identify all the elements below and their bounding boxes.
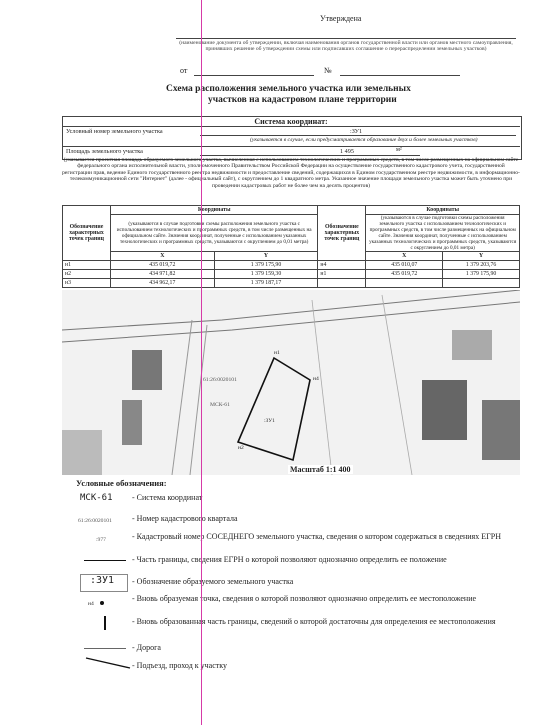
approved-label: Утверждена	[320, 14, 362, 23]
left-point-2: н3	[63, 279, 111, 288]
x-header-right: X	[366, 252, 443, 261]
left-y-1: 1 379 159,30	[214, 270, 318, 279]
right-y-1: 1 379 175,90	[443, 270, 520, 279]
coords-note-right: (указываются в случае подготовки схемы расположения земельного участка с использованием технологических и программных средств, в том числе размещенных на официальном сайте. Значения координат, полученные с использованием указанных технологических и программных средств, указываются с округлением до 0,01 метра)	[366, 215, 520, 252]
legend-text-6: - Вновь образованная часть границы, сведений о которой достаточны для определения ее местоположения	[132, 617, 496, 626]
table-row	[63, 261, 520, 270]
y-header-left: Y	[214, 252, 318, 261]
area-unit: м²	[396, 146, 402, 153]
point-col-right: Обозначение характерных точек границ	[318, 206, 366, 261]
map-msk-label: МСК-61	[210, 402, 230, 408]
right-point-0: н4	[318, 261, 366, 270]
map-parcel-label: :ЗУ1	[264, 418, 275, 424]
left-point-0: н1	[63, 261, 111, 270]
x-header-left: X	[110, 252, 214, 261]
legend-text-2: - Кадастровый номер СОСЕДНЕГО земельного участка, сведения о котором содержаться в сведениях ЕГРН	[132, 532, 501, 541]
legend-text-7: - Дорога	[132, 643, 161, 652]
legend-sym-access	[84, 655, 134, 671]
table-row	[63, 270, 520, 279]
left-y-0: 1 379 175,90	[214, 261, 318, 270]
coords-table	[62, 205, 520, 288]
title-line-1: Схема расположения земельного участка или земельных	[166, 84, 411, 94]
map-drawing	[62, 290, 520, 475]
left-x-2: 434 962,17	[110, 279, 214, 288]
legend-text-8: - Подъезд, проход к участку	[132, 661, 228, 670]
parcel-note: (указывается в случае, если предусматривается образование двух и более земельных участков)	[250, 137, 478, 143]
left-y-2: 1 379 187,17	[214, 279, 318, 288]
map-point-n4: н4	[313, 376, 319, 382]
legend-sym-road	[84, 648, 126, 649]
point-col-left: Обозначение характерных точек границ	[63, 206, 111, 261]
legend-sym-msk: МСК-61	[80, 493, 113, 503]
coords-header-left: Координаты	[110, 206, 317, 215]
legend-sym-existing-boundary	[84, 560, 126, 561]
system-separator	[62, 126, 520, 127]
margin-guideline	[201, 0, 202, 725]
legend-text-5: - Вновь образуемая точка, сведения о которой позволяют однозначно определить ее местоположение	[132, 594, 477, 603]
coords-note-left: (указываются в случае подготовки схемы расположения земельного участка с использованием технологических и программных средств, в том числе размещенных на официальном сайте. Значения координат, полученные с использованием указанных технологических и программных средств, указываются с округлением до 0,01 метра)	[110, 215, 317, 252]
legend-sym-new-boundary	[104, 616, 106, 630]
approval-doc-line	[176, 38, 516, 39]
legend-text-1: - Номер кадастрового квартала	[132, 514, 238, 523]
y-header-right: Y	[443, 252, 520, 261]
cadastral-map	[62, 290, 520, 475]
parcel-label: Условный номер земельного участка	[66, 128, 163, 135]
left-x-0: 435 019,72	[110, 261, 214, 270]
area-label: Площадь земельного участка	[66, 148, 143, 155]
legend-sym-new-point: н4	[88, 601, 94, 607]
area-line	[200, 155, 420, 156]
approval-doc-note: (наименование документа об утверждении, включая наименования органов государственной власти или органов местного самоуправления, принявших решение об утверждении схемы или подписавших соглашение о перераспределении земельных участков)	[179, 40, 513, 53]
left-point-1: н2	[63, 270, 111, 279]
number-line	[340, 75, 460, 76]
map-quarter-label: 61:26:0020101	[203, 377, 237, 383]
legend-sym-parcel: :ЗУ1	[90, 575, 115, 586]
date-line	[194, 75, 314, 76]
parcel-line	[200, 135, 516, 136]
right-x-1: 435 019,72	[366, 270, 443, 279]
legend-point-dot	[100, 601, 104, 605]
legend-text-4: - Обозначение образуемого земельного участка	[132, 577, 294, 586]
area-value: 1 495	[340, 148, 354, 155]
parcel-value: :ЗУ1	[350, 128, 363, 135]
legend-text-0: - Система координат	[132, 493, 203, 502]
left-x-1: 434 971,82	[110, 270, 214, 279]
right-y-0: 1 379 203,76	[443, 261, 520, 270]
map-point-n2: н2	[238, 445, 244, 451]
map-point-n1: н1	[274, 350, 280, 356]
legend-sym-quarter: 61:26:0020101	[78, 518, 112, 524]
legend-text-3: - Часть границы, сведения ЕГРН о которой позволяют однозначно определить ее положение	[132, 555, 447, 564]
number-label: №	[324, 66, 332, 75]
legend-title: Условные обозначения:	[76, 478, 167, 488]
area-note: (указывается проектная площадь образуемого земельного участка, вычисленная с использованием технологических и программных средств, в том числе размещенных на официальном сайте федерального органа исполнительной власти, уполномоченного Правительством Российской Федерации на осуществление государственного кадастрового учета, государственной регистрации прав, ведение Единого государственного реестра недвижимости и предоставление сведений, содержащихся в Едином государственном реестре недвижимости, в информационно-телекоммуникационной сети "Интернет" (далее - официальный сайт), с округлением до 1 квадратного метра. Указанное значение площади земельного участка может быть уточнено при проведении кадастровых работ не более чем на десять процентов)	[62, 157, 520, 189]
right-point-1: н1	[318, 270, 366, 279]
title-line-2: участков на кадастровом плане территории	[208, 95, 397, 105]
map-scale: Масштаб 1:1 400	[290, 465, 351, 474]
from-label: от	[180, 66, 188, 75]
right-x-0: 435 010,07	[366, 261, 443, 270]
legend-sym-neighbor: :977	[96, 537, 106, 543]
coords-header-right: Координаты	[366, 206, 520, 215]
table-row	[63, 279, 520, 288]
system-bottom-divider	[62, 146, 520, 147]
system-label: Система координат:	[254, 117, 328, 126]
